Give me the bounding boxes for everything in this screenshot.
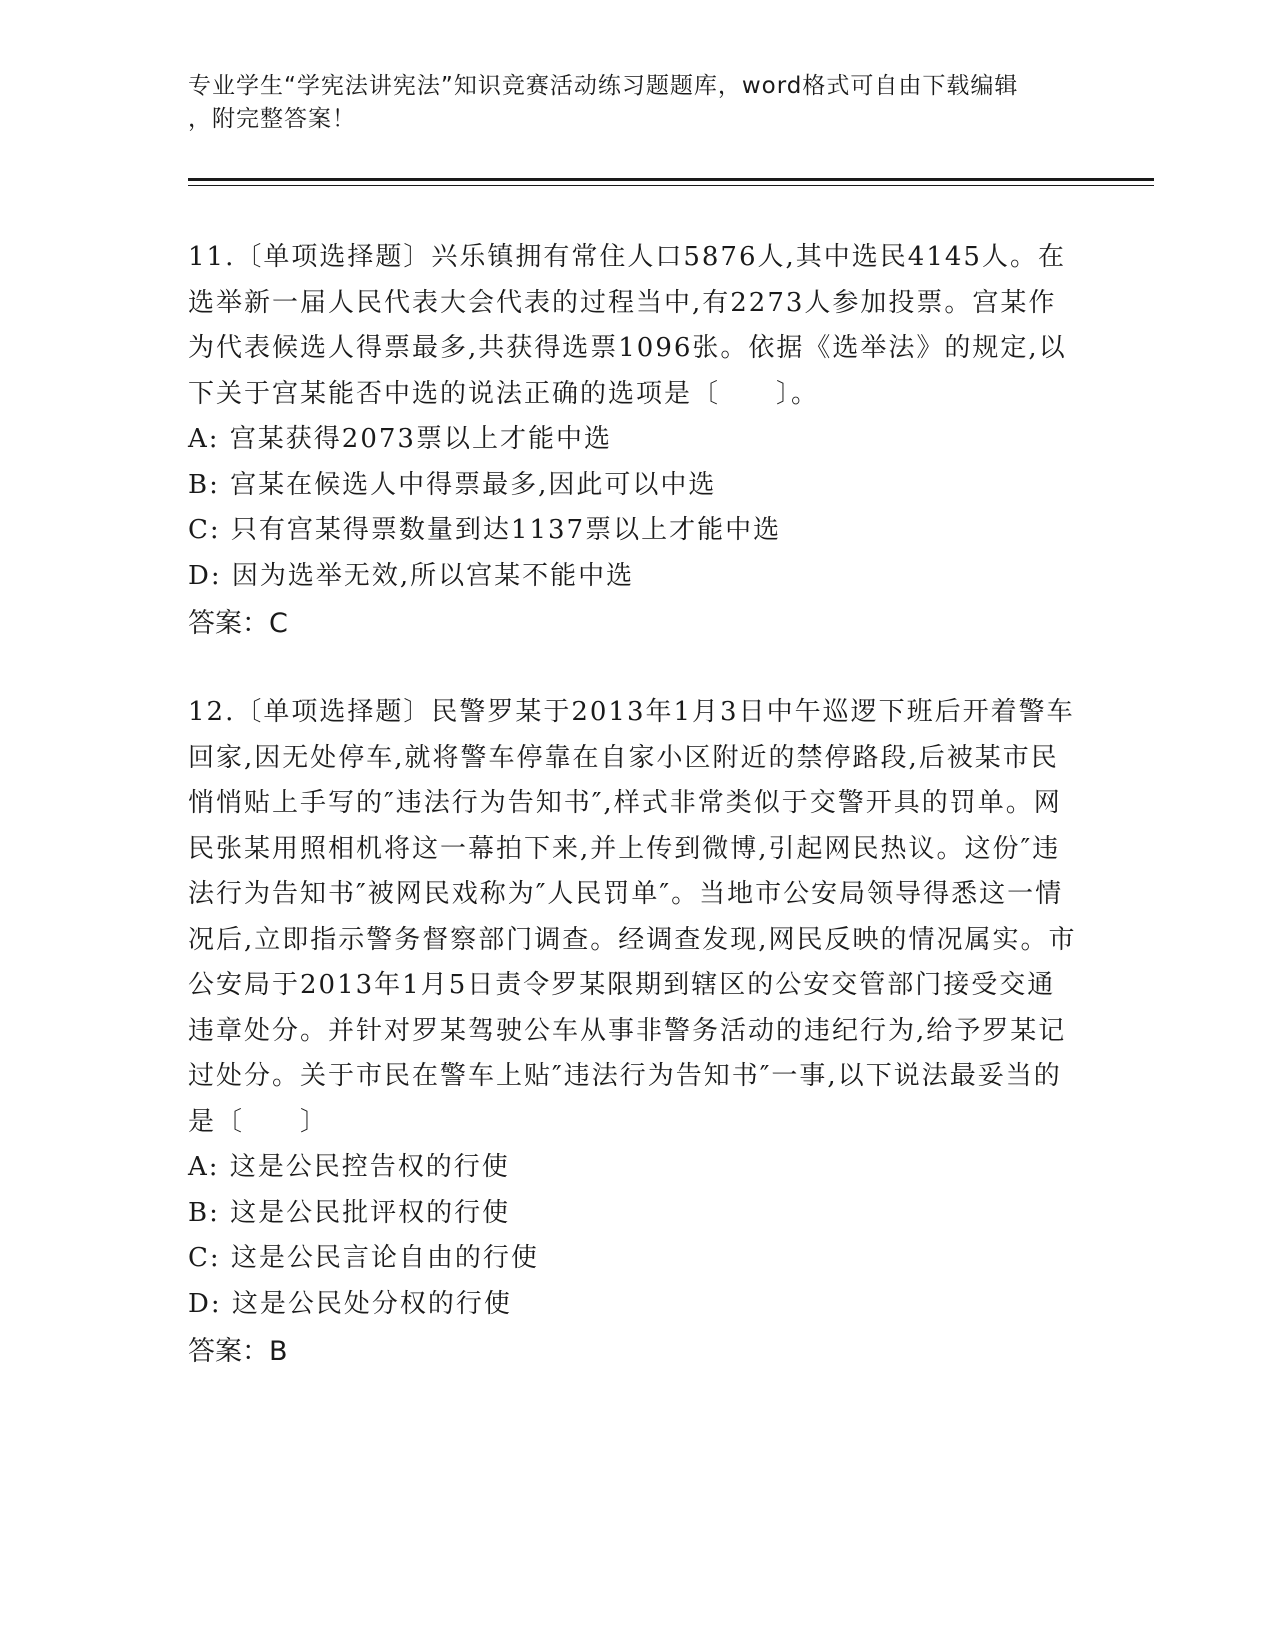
- option-c: C: 这是公民言论自由的行使: [188, 1243, 539, 1273]
- option-b: B: 宫某在候选人中得票最多,因此可以中选: [188, 469, 717, 500]
- option-d: D: 这是公民处分权的行使: [188, 1288, 512, 1319]
- question-11: [188, 235, 1078, 647]
- question-12: [188, 690, 1078, 1375]
- header-divider-thick: [188, 178, 1154, 181]
- option-a: A: 这是公民控告权的行使: [188, 1152, 510, 1182]
- answer-label: 答案：B: [188, 1336, 288, 1367]
- document-header: 专业学生“学宪法讲宪法”知识竞赛活动练习题题库，word格式可自由下载编辑 ，附完整答案！: [188, 73, 1019, 132]
- option-d: D: 因为选举无效,所以宫某不能中选: [188, 560, 635, 591]
- option-b: B: 这是公民批评权的行使: [188, 1197, 511, 1228]
- question-stem: 11.〔单项选择题〕兴乐镇拥有常住人口5876人,其中选民4145人。在选举新一届人民代表大会代表的过程当中,有2273人参加投票。宫某作为代表候选人得票最多,共获得选票1096张。依据《选举法》的规定,以下关于宫某能否中选的说法正确的选项是〔 〕。: [188, 242, 1067, 409]
- option-c: C: 只有宫某得票数量到达1137票以上才能中选: [188, 515, 782, 545]
- question-stem: 12.〔单项选择题〕民警罗某于2013年1月3日中午巡逻下班后开着警车回家,因无处停车,就将警车停靠在自家小区附近的禁停路段,后被某市民悄悄贴上手写的″违法行为告知书″,样式非常类似于交警开具的罚单。网民张某用照相机将这一幕拍下来,并上传到微博,引起网民热议。这份″违法行为告知书″被网民戏称为″人民罚单″。当地市公安局领导得悉这一情况后,立即指示警务督察部门调查。经调查发现,网民反映的情况属实。市公安局于2013年1月5日责令罗某限期到辖区的公安交管部门接受交通违章处分。并针对罗某驾驶公车从事非警务活动的违纪行为,给予罗某记过处分。关于市民在警车上贴″违法行为告知书″一事,以下说法最妥当的是〔 〕: [188, 697, 1077, 1137]
- option-a: A: 宫某获得2073票以上才能中选: [188, 424, 612, 454]
- answer-label: 答案：C: [188, 608, 288, 639]
- header-divider-thin: [188, 185, 1154, 186]
